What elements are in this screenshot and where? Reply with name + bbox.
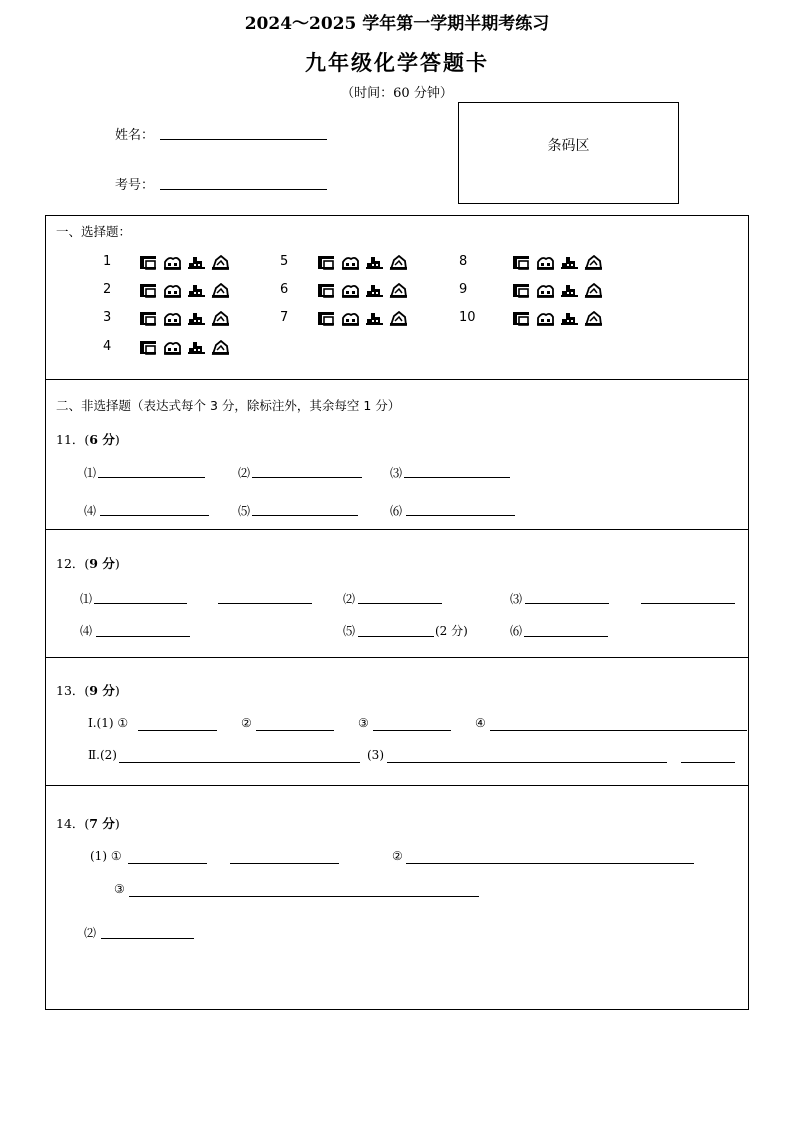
q14-heading: 14．(7 分) — [56, 816, 120, 831]
q11-label-5: ⑸ — [238, 504, 251, 518]
q11-label-3: ⑶ — [390, 466, 403, 480]
q13-part2-label: Ⅱ.(2) — [88, 748, 117, 762]
mc-option-bubble-b[interactable] — [341, 283, 359, 298]
answer-sheet-title: 九年级化学答题卡 — [305, 50, 489, 75]
q12-blank-5[interactable] — [358, 636, 434, 637]
q11-blank-2[interactable] — [252, 477, 362, 478]
q14-label-2: ② — [392, 849, 403, 863]
q12-blank-3b[interactable] — [641, 603, 735, 604]
mc-option-bubble-b[interactable] — [536, 311, 554, 326]
mc-option-group — [512, 311, 602, 326]
mc-option-bubble-a[interactable] — [139, 283, 157, 298]
exam-id-label: 考号： — [115, 178, 155, 193]
q13-part1-label: Ⅰ.(1) ① — [88, 716, 129, 730]
q14-blank-3[interactable] — [129, 896, 479, 897]
mc-option-group — [139, 311, 229, 326]
q12-label-6: ⑹ — [510, 624, 523, 638]
q12-label-1: ⑴ — [80, 592, 93, 606]
mc-question-number: 1 — [103, 254, 112, 269]
question-divider — [45, 529, 749, 530]
mc-option-bubble-b[interactable] — [163, 255, 181, 270]
mc-option-bubble-a[interactable] — [139, 255, 157, 270]
q13-blank-1[interactable] — [138, 730, 217, 731]
q13-label-p3: (3) — [367, 748, 384, 762]
mc-option-bubble-d[interactable] — [584, 311, 602, 326]
mc-question-number: 3 — [103, 310, 112, 325]
q12-blank-6[interactable] — [524, 636, 608, 637]
mc-option-bubble-c[interactable] — [560, 311, 578, 326]
mc-option-bubble-c[interactable] — [187, 255, 205, 270]
q12-blank-3a[interactable] — [525, 603, 609, 604]
q13-blank-5[interactable] — [119, 762, 360, 763]
mc-question-number: 7 — [280, 310, 289, 325]
q14-label-3: ③ — [114, 882, 125, 896]
mc-option-group — [512, 255, 602, 270]
mc-option-bubble-d[interactable] — [389, 311, 407, 326]
q12-blank-4[interactable] — [96, 636, 190, 637]
mc-option-bubble-d[interactable] — [211, 311, 229, 326]
mc-option-bubble-b[interactable] — [341, 255, 359, 270]
q12-blank-2[interactable] — [358, 603, 442, 604]
q12-blank-1a[interactable] — [94, 603, 187, 604]
mc-option-bubble-a[interactable] — [512, 311, 530, 326]
mc-option-group — [317, 283, 407, 298]
q14-part1-label: (1) ① — [90, 849, 122, 863]
mc-option-bubble-c[interactable] — [187, 311, 205, 326]
q13-blank-2[interactable] — [256, 730, 334, 731]
mc-option-bubble-a[interactable] — [317, 311, 335, 326]
mc-option-group — [139, 340, 229, 355]
q11-blank-4[interactable] — [100, 515, 209, 516]
q12-blank-1b[interactable] — [218, 603, 312, 604]
barcode-label: 条码区 — [547, 138, 590, 154]
q14-blank-1a[interactable] — [128, 863, 207, 864]
q11-label-6: ⑹ — [390, 504, 403, 518]
mc-option-bubble-b[interactable] — [341, 311, 359, 326]
section-1-heading: 一、选择题： — [56, 224, 132, 239]
q12-extra-score: (2 分) — [435, 624, 468, 638]
q14-blank-2[interactable] — [406, 863, 694, 864]
mc-option-bubble-d[interactable] — [584, 283, 602, 298]
q14-blank-1b[interactable] — [230, 863, 339, 864]
mc-option-bubble-d[interactable] — [389, 255, 407, 270]
mc-option-bubble-c[interactable] — [365, 255, 383, 270]
q11-score: 6 分 — [89, 432, 115, 447]
question-divider — [45, 785, 749, 786]
q11-blank-5[interactable] — [252, 515, 358, 516]
mc-option-bubble-d[interactable] — [211, 255, 229, 270]
q14-score: 7 分 — [89, 816, 115, 831]
mc-option-bubble-c[interactable] — [365, 283, 383, 298]
q13-label-4: ④ — [475, 716, 486, 730]
mc-option-bubble-a[interactable] — [317, 255, 335, 270]
section-divider — [45, 379, 749, 380]
q11-blank-3[interactable] — [404, 477, 510, 478]
mc-question-number: 5 — [280, 254, 289, 269]
mc-option-group — [139, 283, 229, 298]
mc-option-bubble-b[interactable] — [536, 283, 554, 298]
mc-option-bubble-d[interactable] — [389, 283, 407, 298]
mc-option-bubble-b[interactable] — [163, 340, 181, 355]
mc-option-bubble-a[interactable] — [512, 283, 530, 298]
barcode-area — [458, 102, 679, 204]
q11-heading: 11．(6 分) — [56, 432, 120, 447]
q11-blank-1[interactable] — [98, 477, 205, 478]
q12-label-5: ⑸ — [343, 624, 356, 638]
mc-option-group — [317, 255, 407, 270]
mc-option-bubble-b[interactable] — [163, 311, 181, 326]
mc-question-number: 2 — [103, 282, 112, 297]
exam-id-field[interactable] — [160, 189, 327, 190]
mc-option-bubble-c[interactable] — [560, 255, 578, 270]
q11-label-1: ⑴ — [84, 466, 97, 480]
mc-option-bubble-a[interactable] — [512, 255, 530, 270]
q12-score: 9 分 — [89, 556, 115, 571]
mc-option-group — [139, 255, 229, 270]
mc-question-number: 4 — [103, 339, 112, 354]
q13-score: 9 分 — [89, 683, 115, 698]
mc-option-bubble-c[interactable] — [365, 311, 383, 326]
exam-term-title: 2024～2025 学年第一学期半期考练习 — [244, 14, 550, 34]
q14-blank-4[interactable] — [101, 938, 194, 939]
q11-label-4: ⑷ — [84, 504, 97, 518]
q13-blank-3[interactable] — [373, 730, 451, 731]
q12-label-2: ⑵ — [343, 592, 356, 606]
q13-blank-6[interactable] — [387, 762, 667, 763]
answer-frame — [45, 215, 749, 1010]
mc-option-bubble-c[interactable] — [187, 283, 205, 298]
mc-question-number: 8 — [459, 254, 468, 269]
q11-blank-6[interactable] — [406, 515, 515, 516]
section-2-heading: 二、非选择题（表达式每个 3 分，除标注外，其余每空 1 分） — [56, 398, 401, 413]
mc-option-bubble-a[interactable] — [317, 283, 335, 298]
mc-option-bubble-b[interactable] — [536, 255, 554, 270]
mc-option-bubble-d[interactable] — [584, 255, 602, 270]
q12-label-4: ⑷ — [80, 624, 93, 638]
mc-option-bubble-c[interactable] — [560, 283, 578, 298]
q13-label-2: ② — [241, 716, 252, 730]
q12-heading: 12．(9 分) — [56, 556, 120, 571]
question-divider — [45, 657, 749, 658]
mc-option-group — [317, 311, 407, 326]
mc-option-group — [512, 283, 602, 298]
q12-label-3: ⑶ — [510, 592, 523, 606]
mc-question-number: 6 — [280, 282, 289, 297]
q13-blank-7[interactable] — [681, 762, 735, 763]
name-label: 姓名： — [115, 128, 155, 143]
mc-option-bubble-d[interactable] — [211, 340, 229, 355]
mc-option-bubble-c[interactable] — [187, 340, 205, 355]
mc-option-bubble-a[interactable] — [139, 340, 157, 355]
q13-label-3: ③ — [358, 716, 369, 730]
q13-blank-4[interactable] — [490, 730, 747, 731]
mc-option-bubble-b[interactable] — [163, 283, 181, 298]
q11-label-2: ⑵ — [238, 466, 251, 480]
exam-duration: （时间：60 分钟） — [341, 86, 453, 101]
q13-heading: 13．(9 分) — [56, 683, 120, 698]
mc-option-bubble-a[interactable] — [139, 311, 157, 326]
name-field[interactable] — [160, 139, 327, 140]
q14-part2-label: ⑵ — [84, 926, 97, 940]
mc-question-number: 9 — [459, 282, 468, 297]
mc-question-number: 10 — [459, 310, 476, 325]
mc-option-bubble-d[interactable] — [211, 283, 229, 298]
